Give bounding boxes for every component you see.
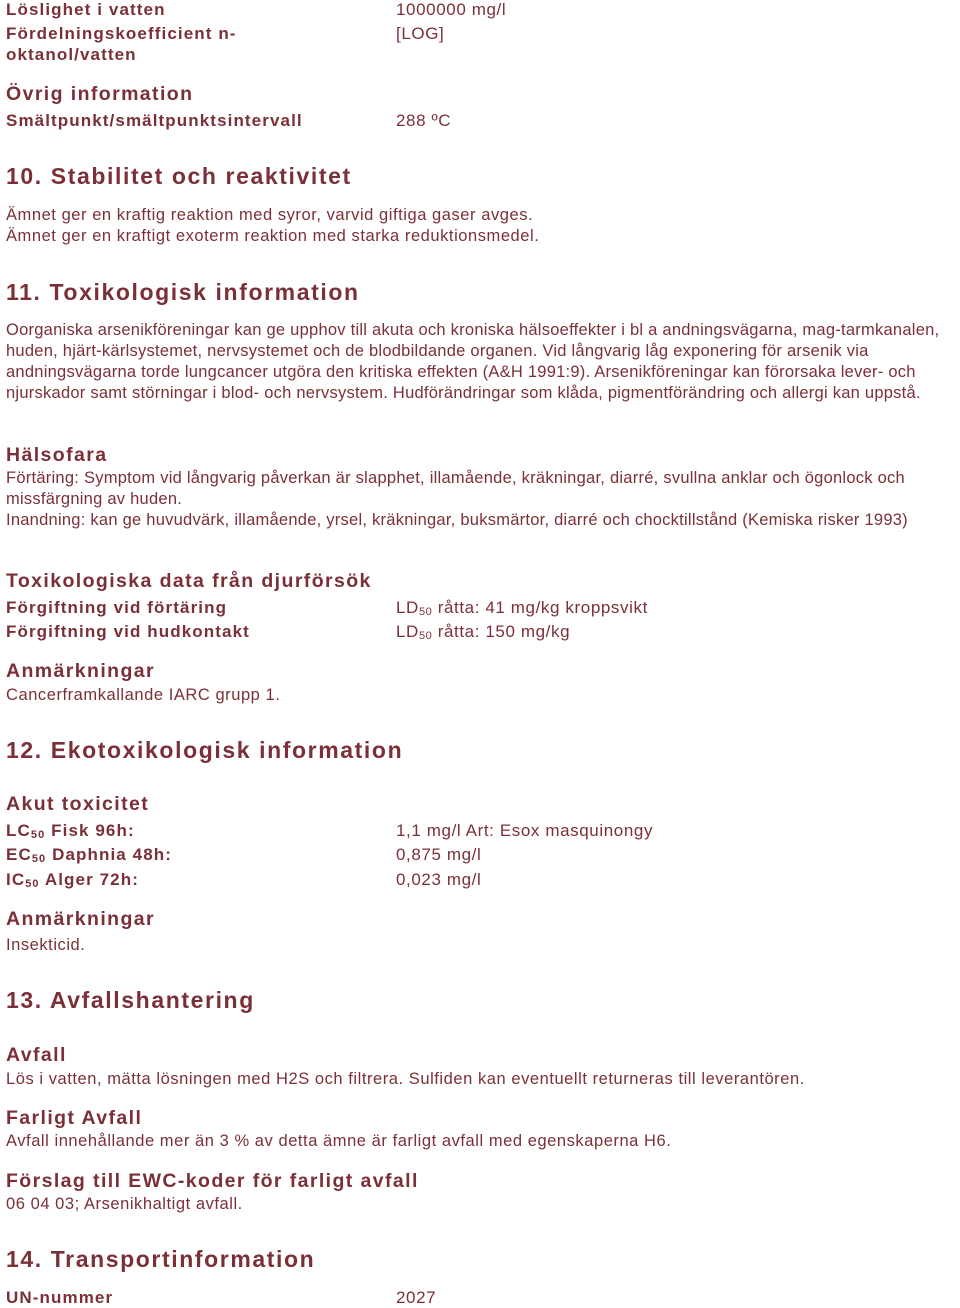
hazardous-waste-heading: Farligt Avfall (6, 1107, 143, 1129)
eco-subscript: 50 (31, 853, 47, 865)
eco-row-label (6, 821, 135, 841)
eco-row-value: 1,1 mg/l Art: Esox masquinongy (396, 821, 654, 840)
partition-label-line1: Fördelningskoefficient n- (6, 24, 237, 43)
dermal-ld-prefix: LD (396, 622, 419, 641)
partition-label-line2: oktanol/vatten (6, 45, 137, 64)
section-10-heading: 10. Stabilitet och reaktivitet (6, 163, 352, 189)
hazardous-waste-text: Avfall innehållande mer än 3 % av detta ämne är farligt avfall med egenskaperna H6. (6, 1132, 672, 1150)
toxicology-paragraph: Oorganiska arsenikföreningar kan ge upphov till akuta och kroniska hälsoeffekter i bl a andningsvägarna, mag-tarmkanalen, huden, hjärt-kärlsystemet, nervsystemet och de blodbildande organen. Vid långvarig låg exponering för arsenik via andningsvägarna torde lungcancer utgöra den kritiska effekten (A&H 1991:9). Arsenikföreningar kan förorsaka lever- och njurskador samt störningar i blod- och nervsystem. Hudförändringar som klåda, pigmentförändring och allergi kan uppstå. (6, 321, 940, 402)
acute-toxicity-heading: Akut toxicitet (6, 793, 150, 815)
section-10-line1: Ämnet ger en kraftig reaktion med syror, varvid giftiga gaser avges. (6, 206, 534, 224)
animal-data-heading: Toxikologiska data från djurförsök (6, 570, 372, 592)
other-info-heading: Övrig information (6, 83, 194, 105)
melting-value: 288 ºC (396, 111, 452, 130)
waste-text: Lös i vatten, mätta lösningen med H2S och filtrera. Sulfiden kan eventuellt returneras till leverantören. (6, 1070, 805, 1088)
inhalation-text: Inandning: kan ge huvudvärk, illamående, yrsel, kräkningar, buksmärtor, diarré och chocktillstånd (Kemiska risker 1993) (6, 511, 908, 529)
eco-label-text: Alger 72h: (39, 870, 139, 889)
oral-ld-prefix: LD (396, 598, 419, 617)
un-number-value: 2027 (396, 1288, 437, 1307)
ingestion-text: Förtäring: Symptom vid långvarig påverkan är slapphet, illamående, kräkningar, diarré, svullna anklar och ögonlock och missfärgning av huden. (6, 469, 905, 508)
section-11-heading: 11. Toxikologisk information (6, 279, 360, 305)
oral-toxicity-label: Förgiftning vid förtäring (6, 598, 228, 617)
eco-label-text: Daphnia 48h: (46, 845, 173, 864)
eco-row-label (6, 845, 172, 865)
remarks-text-12: Insekticid. (6, 936, 86, 954)
eco-prefix: EC (6, 845, 32, 864)
eco-row-value: 0,875 mg/l (396, 845, 482, 864)
melting-label: Smältpunkt/smältpunktsintervall (6, 111, 303, 130)
eco-row-value: 0,023 mg/l (396, 870, 482, 889)
remarks-heading-12: Anmärkningar (6, 908, 155, 930)
ewc-heading: Förslag till EWC-koder för farligt avfall (6, 1170, 419, 1192)
oral-ld-text: råtta: 41 mg/kg kroppsvikt (432, 598, 648, 617)
eco-prefix: IC (6, 870, 26, 889)
section-10-line2: Ämnet ger en kraftigt exoterm reaktion med starka reduktionsmedel. (6, 227, 540, 245)
remarks-heading-11: Anmärkningar (6, 660, 155, 682)
dermal-ld-subscript: 50 (418, 630, 433, 642)
section-14-heading: 14. Transportinformation (6, 1246, 316, 1272)
remarks-text-11: Cancerframkallande IARC grupp 1. (6, 686, 281, 704)
solubility-label: Löslighet i vatten (6, 0, 166, 19)
health-hazard-heading: Hälsofara (6, 444, 108, 466)
ewc-text: 06 04 03; Arsenikhaltigt avfall. (6, 1195, 243, 1213)
eco-prefix: LC (6, 821, 31, 840)
oral-toxicity-value (396, 598, 648, 618)
partition-value: [LOG] (396, 24, 445, 43)
eco-row-label (6, 870, 139, 890)
dermal-ld-text: råtta: 150 mg/kg (432, 622, 571, 641)
oral-ld-subscript: 50 (418, 606, 433, 618)
dermal-toxicity-value (396, 622, 570, 642)
waste-heading: Avfall (6, 1044, 67, 1066)
eco-subscript: 50 (25, 878, 40, 890)
eco-label-text: Fisk 96h: (45, 821, 135, 840)
solubility-value: 1000000 mg/l (396, 0, 507, 19)
eco-subscript: 50 (30, 829, 46, 841)
un-number-label: UN-nummer (6, 1288, 114, 1307)
dermal-toxicity-label: Förgiftning vid hudkontakt (6, 622, 250, 641)
section-13-heading: 13. Avfallshantering (6, 987, 255, 1013)
section-12-heading: 12. Ekotoxikologisk information (6, 737, 404, 763)
